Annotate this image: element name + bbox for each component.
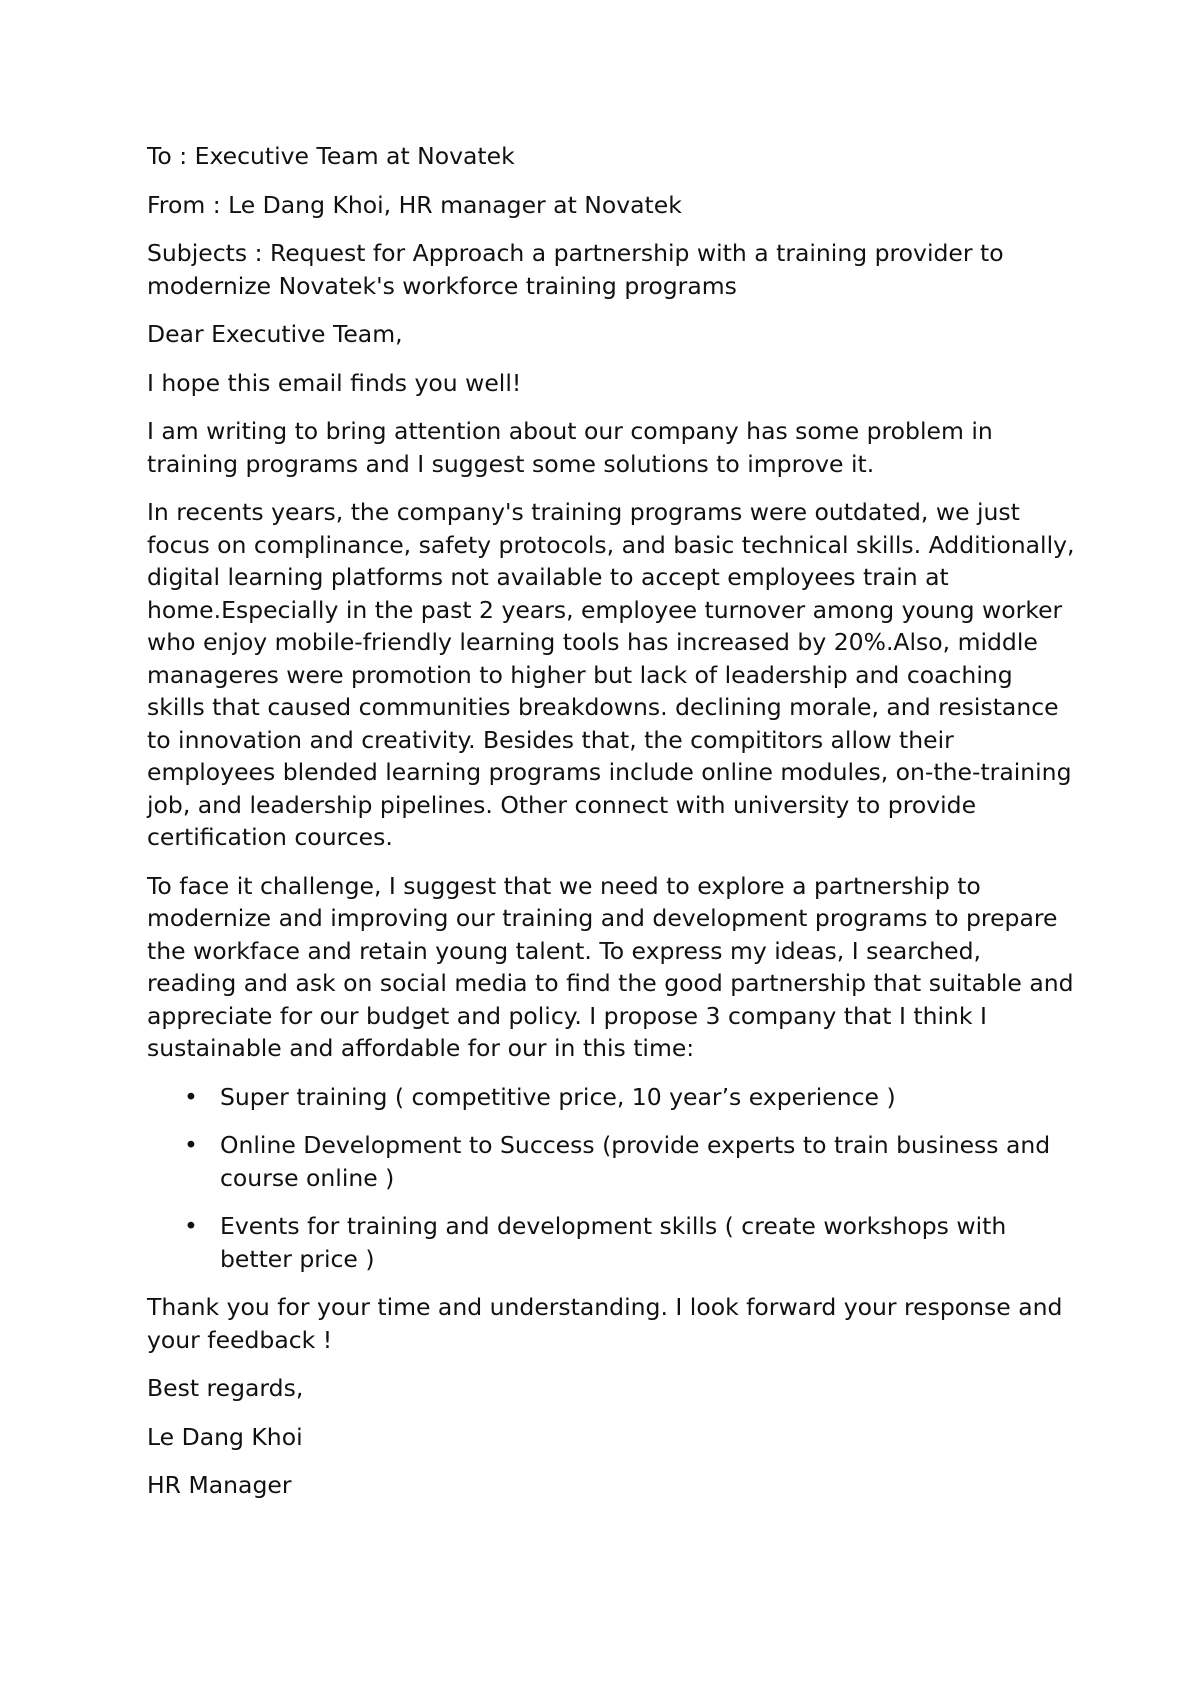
to-line: To : Executive Team at Novatek [147,142,515,170]
option-text: Online Development to Success (provide experts to train business and course online ) [220,1131,1051,1192]
problem-paragraph: In recents years, the company's training programs were outdated, we just focus on complinance, safety protocols, and basic technical skills. Additionally, digital learning platforms not available to accept employees train at home.Especially in the past 2 years, employee turnover among young worker who enjoy mobile-friendly learning tools has increased by 20%.Also, middle manageres were promotion to higher but lack of leadership and coaching skills that caused communities breakdowns. declining morale, and resistance to innovation and creativity. Besides that, the compititors allow their employees blended learning programs include online modules, on-the-training job, and leadership pipelines. Other connect with university to provide certification cources. [147,498,1075,851]
signature-name: Le Dang Khoi [147,1422,303,1451]
greeting: Dear Executive Team, [147,320,403,348]
option-text: Events for training and development skills ( create workshops with better price ) [220,1212,1007,1273]
partner-options-list [147,1081,1077,1276]
signoff: Best regards, [147,1374,304,1402]
bullet-icon: • [184,1131,198,1159]
proposal-paragraph: To face it challenge, I suggest that we need to explore a partnership to modernize and improving our training and development programs to prepare the workface and retain young talent. To express my ideas, I searched, reading and ask on social media to find the good partnership that suitable and appreciate for our budget and policy. I propose 3 company that I think I sustainable and affordable for our in this time: [147,871,1074,1062]
letter-body [147,140,1077,1518]
from-line: From : Le Dang Khoi, HR manager at Novatek [147,190,682,219]
closing-paragraph: Thank you for your time and understanding. I look forward your response and your feedback ! [147,1293,1063,1354]
bullet-icon: • [184,1082,198,1111]
signature-title: HR Manager [147,1471,292,1499]
list-item [147,1210,1077,1275]
list-item [147,1129,1077,1194]
subject-line: Subjects : Request for Approach a partnership with a training provider to modernize Novatek's workforce training programs [147,239,1004,300]
bullet-icon: • [184,1212,198,1240]
intro-paragraph: I am writing to bring attention about our company has some problem in training programs and I suggest some solutions to improve it. [147,417,993,478]
option-text: Super training ( competitive price, 10 year’s experience ) [220,1082,896,1111]
opening-line: I hope this email finds you well! [147,368,522,397]
list-item [147,1081,1077,1114]
